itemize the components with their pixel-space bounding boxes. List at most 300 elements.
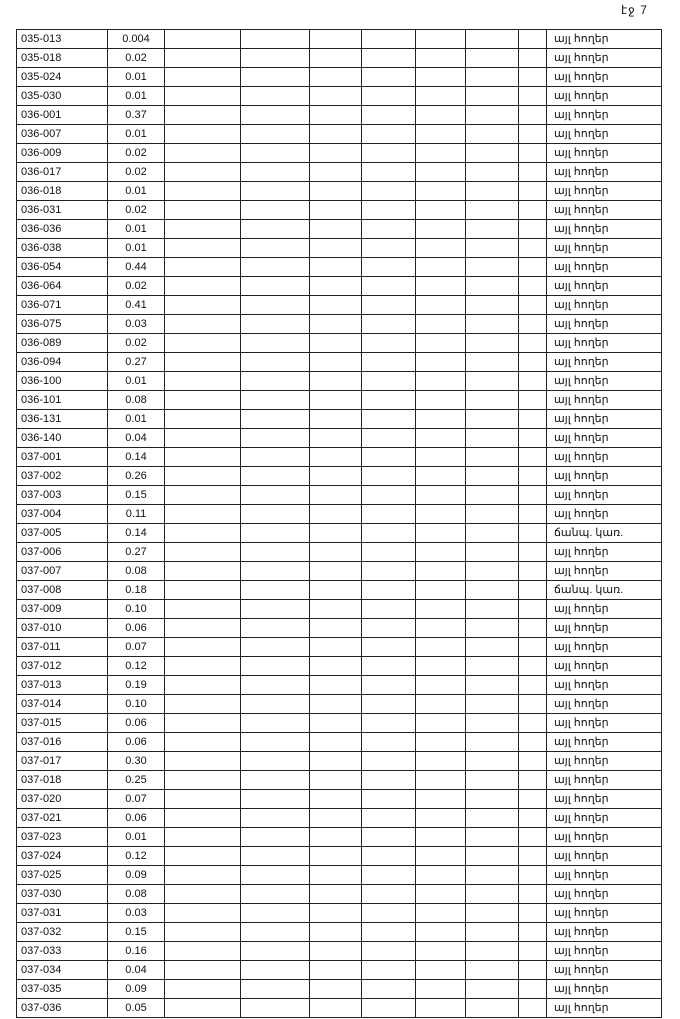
empty-cell: [165, 581, 241, 600]
empty-cell: [362, 828, 416, 847]
area-value-cell: 0.004: [108, 30, 165, 49]
area-value-cell: 0.02: [108, 277, 165, 296]
empty-cell: [241, 638, 310, 657]
empty-cell: [362, 638, 416, 657]
empty-cell: [466, 581, 519, 600]
empty-cell: [241, 619, 310, 638]
area-value-cell: 0.10: [108, 600, 165, 619]
parcel-code-cell: 037-007: [17, 562, 108, 581]
land-type-cell: այլ հողեր: [547, 144, 662, 163]
table-row: [17, 619, 662, 638]
empty-cell: [519, 125, 547, 144]
empty-cell: [165, 315, 241, 334]
empty-cell: [466, 106, 519, 125]
parcel-code-cell: 036-054: [17, 258, 108, 277]
empty-cell: [416, 790, 466, 809]
empty-cell: [362, 30, 416, 49]
table-row: [17, 828, 662, 847]
empty-cell: [362, 904, 416, 923]
empty-cell: [519, 752, 547, 771]
table-row: [17, 448, 662, 467]
empty-cell: [362, 87, 416, 106]
empty-cell: [362, 999, 416, 1018]
empty-cell: [310, 87, 362, 106]
table-row: [17, 125, 662, 144]
area-value-cell: 0.07: [108, 790, 165, 809]
empty-cell: [466, 125, 519, 144]
empty-cell: [466, 505, 519, 524]
area-value-cell: 0.10: [108, 695, 165, 714]
empty-cell: [165, 733, 241, 752]
table-row: [17, 676, 662, 695]
empty-cell: [310, 942, 362, 961]
empty-cell: [241, 334, 310, 353]
parcel-code-cell: 037-004: [17, 505, 108, 524]
land-type-cell: այլ հողեր: [547, 448, 662, 467]
empty-cell: [310, 999, 362, 1018]
empty-cell: [466, 790, 519, 809]
empty-cell: [519, 353, 547, 372]
area-value-cell: 0.02: [108, 163, 165, 182]
empty-cell: [519, 182, 547, 201]
parcel-code-cell: 037-005: [17, 524, 108, 543]
empty-cell: [416, 68, 466, 87]
area-value-cell: 0.37: [108, 106, 165, 125]
area-value-cell: 0.25: [108, 771, 165, 790]
land-type-cell: ճանպ. կառ.: [547, 524, 662, 543]
empty-cell: [310, 106, 362, 125]
empty-cell: [165, 752, 241, 771]
land-type-cell: այլ հողեր: [547, 277, 662, 296]
empty-cell: [241, 980, 310, 999]
empty-cell: [362, 296, 416, 315]
empty-cell: [416, 942, 466, 961]
empty-cell: [165, 866, 241, 885]
empty-cell: [362, 106, 416, 125]
empty-cell: [362, 695, 416, 714]
table-row: [17, 68, 662, 87]
area-value-cell: 0.09: [108, 980, 165, 999]
empty-cell: [241, 790, 310, 809]
empty-cell: [519, 467, 547, 486]
land-type-cell: այլ հողեր: [547, 391, 662, 410]
empty-cell: [165, 904, 241, 923]
table-row: [17, 334, 662, 353]
empty-cell: [165, 277, 241, 296]
empty-cell: [310, 676, 362, 695]
empty-cell: [466, 771, 519, 790]
parcel-code-cell: 036-009: [17, 144, 108, 163]
empty-cell: [519, 372, 547, 391]
area-value-cell: 0.19: [108, 676, 165, 695]
parcel-code-cell: 037-008: [17, 581, 108, 600]
empty-cell: [310, 562, 362, 581]
empty-cell: [519, 201, 547, 220]
area-value-cell: 0.01: [108, 410, 165, 429]
empty-cell: [310, 353, 362, 372]
empty-cell: [466, 543, 519, 562]
page-number: էջ 7: [621, 3, 648, 17]
empty-cell: [241, 543, 310, 562]
land-type-cell: այլ հողեր: [547, 752, 662, 771]
empty-cell: [362, 429, 416, 448]
empty-cell: [165, 695, 241, 714]
area-value-cell: 0.01: [108, 68, 165, 87]
area-value-cell: 0.06: [108, 619, 165, 638]
empty-cell: [165, 885, 241, 904]
land-type-cell: այլ հողեր: [547, 866, 662, 885]
parcel-code-cell: 037-030: [17, 885, 108, 904]
table-row: [17, 657, 662, 676]
area-value-cell: 0.44: [108, 258, 165, 277]
area-value-cell: 0.01: [108, 125, 165, 144]
empty-cell: [310, 638, 362, 657]
area-value-cell: 0.15: [108, 486, 165, 505]
empty-cell: [165, 467, 241, 486]
empty-cell: [466, 619, 519, 638]
table-row: [17, 277, 662, 296]
empty-cell: [241, 296, 310, 315]
empty-cell: [165, 600, 241, 619]
table-row: [17, 353, 662, 372]
empty-cell: [416, 201, 466, 220]
empty-cell: [466, 391, 519, 410]
table-row: [17, 524, 662, 543]
empty-cell: [310, 505, 362, 524]
table-row: [17, 999, 662, 1018]
empty-cell: [362, 847, 416, 866]
empty-cell: [466, 182, 519, 201]
table-row: [17, 695, 662, 714]
empty-cell: [165, 372, 241, 391]
empty-cell: [416, 277, 466, 296]
table-row: [17, 372, 662, 391]
empty-cell: [310, 49, 362, 68]
land-type-cell: այլ հողեր: [547, 638, 662, 657]
empty-cell: [165, 182, 241, 201]
empty-cell: [519, 828, 547, 847]
empty-cell: [466, 68, 519, 87]
empty-cell: [519, 885, 547, 904]
empty-cell: [165, 999, 241, 1018]
empty-cell: [416, 923, 466, 942]
parcel-code-cell: 037-012: [17, 657, 108, 676]
area-value-cell: 0.03: [108, 904, 165, 923]
empty-cell: [416, 752, 466, 771]
empty-cell: [310, 923, 362, 942]
empty-cell: [362, 391, 416, 410]
empty-cell: [241, 182, 310, 201]
area-value-cell: 0.16: [108, 942, 165, 961]
area-value-cell: 0.12: [108, 847, 165, 866]
empty-cell: [165, 657, 241, 676]
area-value-cell: 0.26: [108, 467, 165, 486]
empty-cell: [362, 619, 416, 638]
empty-cell: [466, 315, 519, 334]
empty-cell: [165, 258, 241, 277]
empty-cell: [466, 676, 519, 695]
empty-cell: [519, 980, 547, 999]
area-value-cell: 0.07: [108, 638, 165, 657]
table-row: [17, 543, 662, 562]
area-value-cell: 0.08: [108, 391, 165, 410]
land-type-cell: այլ հողեր: [547, 163, 662, 182]
empty-cell: [519, 296, 547, 315]
empty-cell: [241, 847, 310, 866]
area-value-cell: 0.01: [108, 239, 165, 258]
parcel-code-cell: 037-001: [17, 448, 108, 467]
empty-cell: [241, 144, 310, 163]
empty-cell: [466, 847, 519, 866]
empty-cell: [416, 391, 466, 410]
empty-cell: [241, 68, 310, 87]
land-type-cell: այլ հողեր: [547, 505, 662, 524]
empty-cell: [416, 866, 466, 885]
empty-cell: [165, 714, 241, 733]
empty-cell: [416, 999, 466, 1018]
land-type-cell: այլ հողեր: [547, 695, 662, 714]
empty-cell: [310, 448, 362, 467]
empty-cell: [416, 828, 466, 847]
empty-cell: [241, 87, 310, 106]
empty-cell: [362, 923, 416, 942]
empty-cell: [241, 486, 310, 505]
empty-cell: [362, 733, 416, 752]
empty-cell: [241, 201, 310, 220]
land-type-cell: այլ հողեր: [547, 30, 662, 49]
empty-cell: [519, 733, 547, 752]
empty-cell: [165, 106, 241, 125]
empty-cell: [241, 581, 310, 600]
empty-cell: [466, 467, 519, 486]
empty-cell: [241, 695, 310, 714]
table-row: [17, 904, 662, 923]
empty-cell: [466, 809, 519, 828]
empty-cell: [241, 961, 310, 980]
land-type-cell: այլ հողեր: [547, 714, 662, 733]
empty-cell: [165, 923, 241, 942]
empty-cell: [466, 239, 519, 258]
empty-cell: [165, 486, 241, 505]
empty-cell: [310, 847, 362, 866]
parcel-code-cell: 036-018: [17, 182, 108, 201]
parcel-code-cell: 037-002: [17, 467, 108, 486]
empty-cell: [310, 334, 362, 353]
area-value-cell: 0.14: [108, 448, 165, 467]
empty-cell: [416, 695, 466, 714]
area-value-cell: 0.30: [108, 752, 165, 771]
empty-cell: [466, 600, 519, 619]
area-value-cell: 0.06: [108, 714, 165, 733]
empty-cell: [310, 657, 362, 676]
empty-cell: [519, 771, 547, 790]
land-type-cell: այլ հողեր: [547, 239, 662, 258]
empty-cell: [466, 448, 519, 467]
empty-cell: [362, 714, 416, 733]
empty-cell: [519, 524, 547, 543]
table-row: [17, 885, 662, 904]
empty-cell: [241, 866, 310, 885]
table-row: [17, 733, 662, 752]
empty-cell: [310, 277, 362, 296]
empty-cell: [519, 429, 547, 448]
empty-cell: [310, 467, 362, 486]
empty-cell: [165, 562, 241, 581]
table-row: [17, 600, 662, 619]
land-type-cell: այլ հողեր: [547, 125, 662, 144]
table-row: [17, 923, 662, 942]
area-value-cell: 0.04: [108, 961, 165, 980]
empty-cell: [165, 125, 241, 144]
empty-cell: [310, 600, 362, 619]
empty-cell: [165, 448, 241, 467]
empty-cell: [165, 543, 241, 562]
parcel-code-cell: 036-001: [17, 106, 108, 125]
empty-cell: [165, 961, 241, 980]
land-type-cell: այլ հողեր: [547, 600, 662, 619]
empty-cell: [241, 752, 310, 771]
land-type-cell: այլ հողեր: [547, 885, 662, 904]
empty-cell: [519, 847, 547, 866]
table-row: [17, 87, 662, 106]
empty-cell: [466, 657, 519, 676]
empty-cell: [241, 733, 310, 752]
empty-cell: [165, 391, 241, 410]
area-value-cell: 0.09: [108, 866, 165, 885]
empty-cell: [362, 239, 416, 258]
empty-cell: [241, 220, 310, 239]
empty-cell: [466, 752, 519, 771]
parcel-code-cell: 037-033: [17, 942, 108, 961]
empty-cell: [310, 239, 362, 258]
empty-cell: [362, 68, 416, 87]
empty-cell: [519, 30, 547, 49]
empty-cell: [466, 942, 519, 961]
table-row: [17, 239, 662, 258]
empty-cell: [241, 106, 310, 125]
empty-cell: [466, 638, 519, 657]
empty-cell: [310, 866, 362, 885]
area-value-cell: 0.08: [108, 562, 165, 581]
empty-cell: [165, 676, 241, 695]
table-row: [17, 809, 662, 828]
empty-cell: [416, 714, 466, 733]
parcel-code-cell: 037-036: [17, 999, 108, 1018]
land-type-cell: այլ հողեր: [547, 87, 662, 106]
empty-cell: [519, 714, 547, 733]
empty-cell: [165, 334, 241, 353]
table-row: [17, 391, 662, 410]
area-value-cell: 0.05: [108, 999, 165, 1018]
empty-cell: [466, 49, 519, 68]
empty-cell: [165, 353, 241, 372]
parcel-code-cell: 037-024: [17, 847, 108, 866]
area-value-cell: 0.01: [108, 87, 165, 106]
empty-cell: [241, 30, 310, 49]
empty-cell: [165, 163, 241, 182]
empty-cell: [310, 904, 362, 923]
empty-cell: [241, 372, 310, 391]
empty-cell: [416, 372, 466, 391]
empty-cell: [165, 942, 241, 961]
parcel-code-cell: 037-013: [17, 676, 108, 695]
empty-cell: [466, 30, 519, 49]
parcel-code-cell: 037-015: [17, 714, 108, 733]
land-type-cell: այլ հողեր: [547, 353, 662, 372]
empty-cell: [416, 239, 466, 258]
empty-cell: [310, 961, 362, 980]
empty-cell: [310, 182, 362, 201]
land-type-cell: այլ հողեր: [547, 828, 662, 847]
parcel-code-cell: 036-064: [17, 277, 108, 296]
empty-cell: [310, 258, 362, 277]
empty-cell: [519, 695, 547, 714]
land-type-cell: այլ հողեր: [547, 410, 662, 429]
area-value-cell: 0.02: [108, 334, 165, 353]
empty-cell: [310, 809, 362, 828]
empty-cell: [165, 429, 241, 448]
area-value-cell: 0.01: [108, 828, 165, 847]
empty-cell: [519, 866, 547, 885]
empty-cell: [416, 847, 466, 866]
empty-cell: [310, 220, 362, 239]
empty-cell: [310, 144, 362, 163]
empty-cell: [416, 619, 466, 638]
empty-cell: [241, 353, 310, 372]
land-type-cell: այլ հողեր: [547, 809, 662, 828]
land-type-cell: այլ հողեր: [547, 790, 662, 809]
parcel-code-cell: 036-007: [17, 125, 108, 144]
table-row: [17, 714, 662, 733]
land-type-cell: այլ հողեր: [547, 980, 662, 999]
parcel-code-cell: 037-035: [17, 980, 108, 999]
empty-cell: [241, 467, 310, 486]
empty-cell: [466, 980, 519, 999]
empty-cell: [241, 657, 310, 676]
empty-cell: [519, 87, 547, 106]
parcel-code-cell: 037-020: [17, 790, 108, 809]
land-type-cell: այլ հողեր: [547, 296, 662, 315]
empty-cell: [362, 866, 416, 885]
empty-cell: [241, 524, 310, 543]
area-value-cell: 0.08: [108, 885, 165, 904]
empty-cell: [519, 277, 547, 296]
table-row: [17, 30, 662, 49]
parcel-code-cell: 037-018: [17, 771, 108, 790]
empty-cell: [362, 201, 416, 220]
land-type-cell: այլ հողեր: [547, 467, 662, 486]
empty-cell: [362, 182, 416, 201]
empty-cell: [165, 49, 241, 68]
empty-cell: [241, 258, 310, 277]
empty-cell: [416, 771, 466, 790]
empty-cell: [416, 638, 466, 657]
empty-cell: [362, 885, 416, 904]
empty-cell: [466, 923, 519, 942]
land-type-cell: այլ հողեր: [547, 334, 662, 353]
parcel-code-cell: 036-101: [17, 391, 108, 410]
empty-cell: [241, 923, 310, 942]
empty-cell: [362, 277, 416, 296]
empty-cell: [241, 999, 310, 1018]
table-row: [17, 296, 662, 315]
empty-cell: [416, 353, 466, 372]
empty-cell: [466, 524, 519, 543]
empty-cell: [416, 562, 466, 581]
table-row: [17, 220, 662, 239]
empty-cell: [165, 771, 241, 790]
parcel-code-cell: 036-089: [17, 334, 108, 353]
